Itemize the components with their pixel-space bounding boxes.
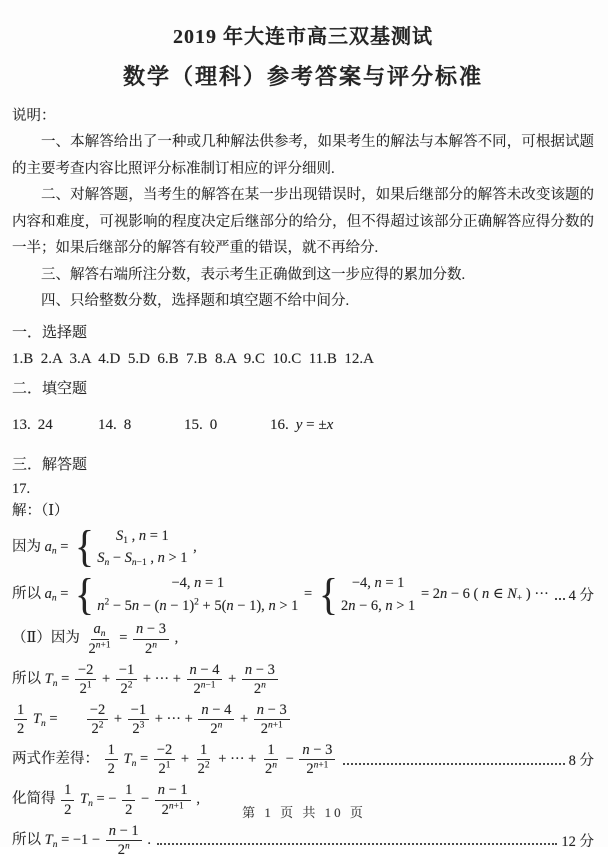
- formula-line-3: [12, 620, 594, 657]
- blank-answer-number: 13.: [12, 416, 31, 433]
- dotted-leader: [555, 598, 565, 600]
- page-number: 第 1 页 共 10 页: [242, 805, 366, 820]
- blank-answer-number: 16.: [270, 416, 289, 433]
- formula-line-2: [12, 570, 594, 620]
- note-item-4: 四、只给整数分数，选择题和填空题不给中间分.: [41, 293, 350, 309]
- blank-answer-number: 14.: [98, 416, 117, 433]
- document-title-line2: 数学（理科）参考答案与评分标准: [122, 64, 483, 89]
- notes-heading: 说明：: [12, 108, 56, 124]
- score-label: 4 分: [568, 588, 594, 605]
- blank-answer-value: 8: [123, 416, 132, 433]
- formula-math: 所以 $a_n$ = { −4, n = 1 $n^2 - 5n - (n - 1)^2 + 5(n - 1)$, n > 1 = { −4, n = 1 2n − 6, n > 1 = 2n − 6 ( n ∈ $N_+$ ) ···: [12, 570, 549, 620]
- solve-label: 解：（Ⅰ）: [12, 502, 69, 519]
- blank-section-heading: 二．填空题: [12, 380, 88, 397]
- formula-line-8: [12, 822, 594, 859]
- blank-answer-item-16: [270, 412, 333, 438]
- problem-number: 17.: [12, 480, 31, 497]
- formula-line-5: [12, 701, 594, 738]
- document-title-line1: 2019 年大连市高三双基测试: [173, 26, 433, 48]
- formula-math: $\frac{1}{2}$ $T_n$ = $\frac{-2}{2^2}$ + $\frac{-1}{2^3}$ + ··· + $\frac{n - 4}{2^n}$ + $\frac{n - 3}{2^{n+1}}$: [12, 701, 292, 738]
- choice-section-heading: 一．选择题: [12, 324, 88, 341]
- blank-answers-row: [12, 412, 594, 438]
- formula-line-4: [12, 661, 594, 698]
- blank-answer-value: y = ±x: [295, 416, 334, 433]
- grading-notes: [12, 103, 594, 315]
- choice-answers-line: 1.B 2.A 3.A 4.D 5.D 6.B 7.B 8.A 9.C 10.C 11.B 12.A: [12, 350, 374, 367]
- solution-section-heading: 三．解答题: [12, 456, 88, 473]
- formula-math: 所以 $T_n$ = $\frac{-2}{2^1}$ + $\frac{-1}{2^2}$ + ··· + $\frac{n - 4}{2^{n-1}}$ + $\frac{n - 3}{2^n}$: [12, 661, 280, 698]
- note-item-2: 二、对解答题，当考生的解答在某一步出现错误时，如果后继部分的解答未改变该题的内容和难度，可视影响的程度决定后继部分的给分，但不得超过该部分正确解答应得分数的一半；如果后继部分的解答有较严重的错误，就不再给分.: [12, 187, 594, 256]
- formula-math: 化简得 $\frac{1}{2}$ $T_n$ = − $\frac{1}{2}$ − $\frac{n - 1}{2^{n+1}}$ ,: [12, 782, 200, 818]
- blank-answer-number: 15.: [184, 416, 203, 433]
- note-item-1: 一、本解答给出了一种或几种解法供参考，如果考生的解法与本解答不同，可根据试题的主要考查内容比照评分标准制订相应的评分细则.: [12, 134, 594, 177]
- note-item-3: 三、解答右端所注分数，表示考生正确做到这一步应得的累加分数.: [41, 266, 466, 283]
- blank-answer-item-15: [184, 412, 270, 438]
- formula-line-6: [12, 741, 594, 778]
- formula-math: 所以 $T_n = -1$ − $\frac{n - 1}{2^n}$ .: [12, 822, 151, 858]
- score-label: 12 分: [561, 833, 594, 850]
- formula-line-1: [12, 522, 594, 572]
- blank-answer-item-13: [12, 412, 98, 438]
- blank-answer-value: 24: [37, 416, 53, 433]
- dotted-leader: [157, 843, 557, 845]
- formula-math: （Ⅱ）因为 $\frac{a_n}{2^{n+1}}$ = $\frac{n - 3}{2^n}$ ,: [12, 621, 179, 657]
- score-label: 8 分: [568, 753, 594, 770]
- blank-answer-item-14: [98, 412, 184, 438]
- formula-math: 因为 $a_n$ = { $S_1$ , n = 1 $S_n - S_{n-1}$ , n > 1 ,: [12, 522, 197, 572]
- formula-math: 两式作差得： $\frac{1}{2}$ $T_n$ = $\frac{-2}{2^1}$ + $\frac{1}{2^2}$ + ··· + $\frac{1}{2^n}$ − $\frac{n - 3}{2^{n+1}}$: [12, 741, 337, 778]
- blank-answer-value: 0: [209, 416, 218, 433]
- dotted-leader: [343, 763, 564, 765]
